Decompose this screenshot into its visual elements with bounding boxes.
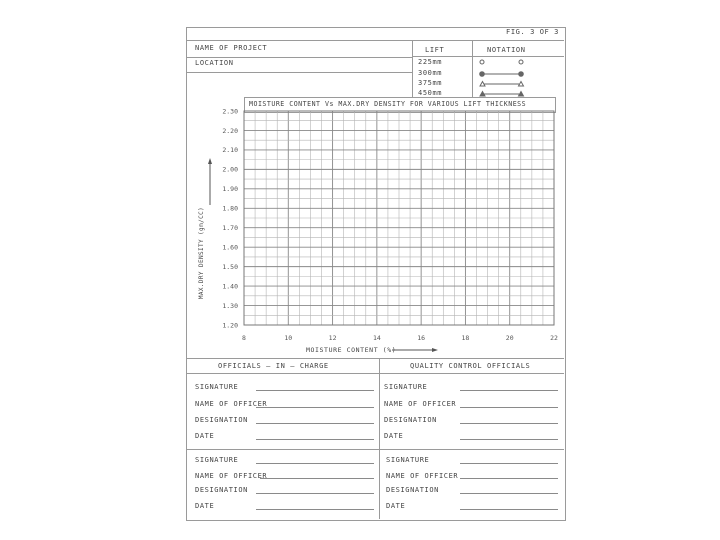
x-tick-label: 8 — [242, 334, 246, 342]
x-tick-label: 16 — [417, 334, 426, 342]
y-tick-label: 2.20 — [222, 126, 238, 135]
left-date-field-2[interactable] — [256, 509, 374, 510]
y-tick-label: 1.60 — [222, 243, 238, 252]
left-signature-label-2: SIGNATURE — [195, 456, 239, 464]
right-date-field[interactable] — [460, 439, 558, 440]
right-signature-field-2[interactable] — [460, 463, 558, 464]
x-axis-label: MOISTURE CONTENT (%) — [306, 346, 397, 354]
lift-450: 450mm — [418, 89, 443, 97]
y-tick-label: 1.30 — [222, 301, 238, 310]
right-designation-label: DESIGNATION — [384, 416, 437, 424]
x-tick-label: 20 — [505, 334, 514, 342]
x-tick-label: 18 — [461, 334, 470, 342]
left-designation-label-2: DESIGNATION — [195, 486, 248, 494]
lift-225: 225mm — [418, 58, 443, 66]
x-tick-label: 22 — [550, 334, 558, 342]
left-signature-field[interactable] — [256, 390, 374, 391]
right-date-label: DATE — [384, 432, 404, 440]
y-tick-label: 2.10 — [222, 146, 238, 155]
right-officer-name-field[interactable] — [460, 407, 558, 408]
left-designation-field-2[interactable] — [256, 493, 374, 494]
y-axis-label: MAX.DRY DENSITY (gm/CC) — [198, 206, 205, 300]
lift-375: 375mm — [418, 79, 443, 87]
left-signature-label: SIGNATURE — [195, 383, 239, 391]
location-label: LOCATION — [195, 59, 234, 67]
right-officer-name-label: NAME OF OFFICER — [384, 400, 457, 408]
project-name-label: NAME OF PROJECT — [195, 44, 268, 52]
notation-column-header: NOTATION — [487, 46, 526, 54]
right-designation-label-2: DESIGNATION — [386, 486, 439, 494]
left-date-field[interactable] — [256, 439, 374, 440]
right-officer-name-label-2: NAME OF OFFICER — [386, 472, 459, 480]
page-reference: FIG. 3 OF 3 — [506, 28, 559, 36]
x-tick-label: 10 — [284, 334, 293, 342]
left-officer-name-field-2[interactable] — [260, 478, 374, 479]
y-tick-label: 1.40 — [222, 282, 238, 291]
x-tick-label: 14 — [372, 334, 381, 342]
y-tick-label: 1.90 — [222, 185, 238, 194]
lift-column-header: LIFT — [425, 46, 445, 54]
x-tick-label: 12 — [328, 334, 337, 342]
right-designation-field[interactable] — [460, 423, 558, 424]
y-tick-label: 1.20 — [222, 321, 238, 330]
right-designation-field-2[interactable] — [460, 493, 558, 494]
left-signature-field-2[interactable] — [256, 463, 374, 464]
chart-title: MOISTURE CONTENT Vs MAX.DRY DENSITY FOR VARIOUS LIFT THICKNESS — [249, 100, 527, 108]
left-designation-field[interactable] — [256, 423, 374, 424]
officials-in-charge-header: OFFICIALS — IN — CHARGE — [218, 362, 329, 370]
y-tick-label: 2.00 — [222, 165, 238, 174]
left-officer-name-field[interactable] — [256, 407, 374, 408]
lift-300: 300mm — [418, 69, 443, 77]
right-signature-label: SIGNATURE — [384, 383, 428, 391]
right-signature-label-2: SIGNATURE — [386, 456, 430, 464]
right-date-label-2: DATE — [386, 502, 406, 510]
y-tick-label: 2.30 — [222, 107, 238, 116]
y-tick-label: 1.70 — [222, 224, 238, 233]
quality-control-header: QUALITY CONTROL OFFICIALS — [410, 362, 531, 370]
left-officer-name-label: NAME OF OFFICER — [195, 400, 268, 408]
y-tick-label: 1.50 — [222, 262, 238, 271]
left-designation-label: DESIGNATION — [195, 416, 248, 424]
right-date-field-2[interactable] — [460, 509, 558, 510]
y-tick-label: 1.80 — [222, 204, 238, 213]
right-signature-field[interactable] — [460, 390, 558, 391]
left-date-label: DATE — [195, 432, 215, 440]
left-date-label-2: DATE — [195, 502, 215, 510]
right-officer-name-field-2[interactable] — [460, 478, 558, 479]
left-officer-name-label-2: NAME OF OFFICER — [195, 472, 268, 480]
